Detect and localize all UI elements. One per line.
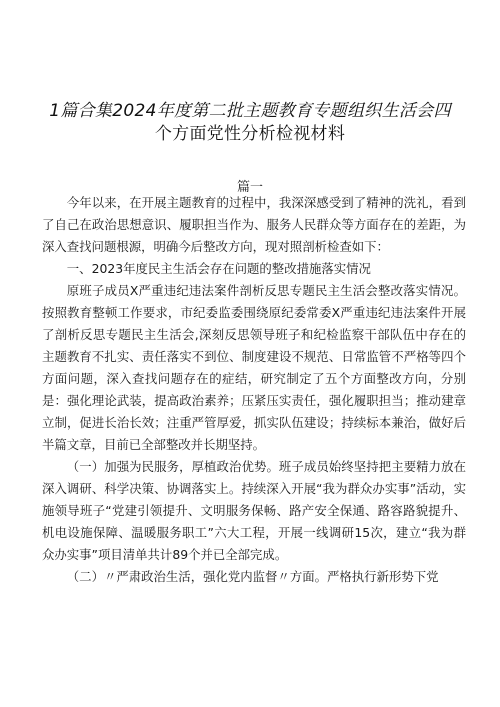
paragraph-intro: 今年以来，在开展主题教育的过程中，我深深感受到了精神的洗礼，看到了自己在政治思想意识、履职担当作为、服务人民群众等方面存在的差距，为深入查找问题根源，明确今后整改方向，现对照剖析检查如下： [42,195,466,254]
paragraph-heading-1: 一、2023年度民主生活会存在问题的整改措施落实情况 [66,261,371,276]
section-heading: 篇一 [236,180,263,195]
paragraph-rectification: 原班子成员X严重违纪违法案件剖析反思专题民主生活会整改落实情况。按照教育整顿工作要求，市纪委监委围绕原纪委常委X严重违纪违法案件开展了剖析反思专题民主生活会,深刻反思领导班子和纪检监察干部队伍中存在的主题教育不扎实、责任落实不到位、制度建设不规范、日常监管不严格等四个方面问题，深入查找问题存在的症结，研究制定了五个方面整改方向，分别是：强化理论武装，提高政治素养；压紧压实责任，强化履职担当；推动建章立制，促进长治长效；注重严管厚爱，抓实队伍建设；持续标本兼治，做好后半篇文章，目前已全部整改并长期坚持。 [42,283,466,452]
document-title-line-2: 个方面党性分析检视材料 [154,124,346,144]
paragraph-item-1: （一）加强为民服务，厚植政治优势。班子成员始终坚持把主要精力放在深入调研、科学决策、协调落实上。持续深入开展“我为群众办实事”活动，实施领导班子“党建引领提升、文明服务保畅、路产安全保通、路容路貌提升、机电设施保障、温暖服务职工”六大工程，开展一线调研15次，建立“我为群众办实事”项目清单共计89个并已全部完成。 [42,459,466,562]
document-title-line-1: 1篇合集2024年度第二批主题教育专题组织生活会四 [49,101,451,121]
document-body [42,192,466,588]
paragraph-item-2: （二）〃严肃政治生活，强化党内监督〃方面。严格执行新形势下党 [66,569,439,584]
